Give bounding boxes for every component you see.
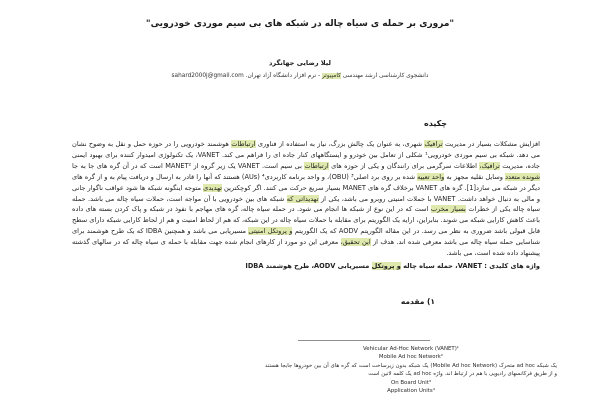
- author-affiliation: دانشجوی کارشناسی ارشد مهندسی کامپیوتر - نرم افزار دانشگاه آزاد تهران. sahard2000j@gmail.com: [171, 73, 429, 79]
- highlight: ترافیک،: [479, 161, 500, 170]
- highlight: این تحقیق،: [340, 238, 371, 247]
- footnote-line: Mobile Ad hoc Network²: [378, 354, 444, 361]
- keywords-line: واژه های کلیدی : VANET، حمله سیاه چاله و پروتکل مسیریابی AODV، طرح هوشمند IDBA: [245, 261, 540, 270]
- footnote-line: Application Units⁴: [387, 388, 435, 395]
- footnote-line: Vehicular Ad-Hoc Network (VANET)¹: [363, 346, 459, 352]
- highlight: ترافیک: [424, 140, 443, 148]
- footnote-line: یک شبکه ad hoc متحرک (Mobile Ad hoc Network) یک شبکه بدون زیرساخت است که گره های آن بین خودروها جابجا هستند و از طریق فرکانسهای رادیویی با هم در ارتباط اند. واژه ad hoc یک کلمه لاتین است: [265, 362, 558, 378]
- highlight: ارتباطات: [231, 140, 256, 148]
- abstract-heading: چکیده: [423, 119, 447, 128]
- highlight: کامپیوتر: [321, 73, 341, 79]
- abstract-text: افزایش مشکلات بسیار در مدیریت ترافیک شهری، به عنوان یک چالش بزرگ، نیاز به استفاده از فناوری ارتباطات هوشمند خودرویی را در حوزه حمل و نقل به وضوح نشان می دهد. شبکه بی سیم موردی خودرویی¹ شکلی از تعامل بین خودرو و ایستگاههای کنار جاده ای را فراهم می کند. VANET، یک تکنولوژی امیدوار کننده برای بهبود ایمنی جاده، مدیریت ترافیک، اطلاعات سرگرمی برای رانندگان و یکی از حوزه های ارتباطات بی سیم است. VANET یک زیر گروه از MANET² است که در آن گره های جا به جا شونده متعدد وسایل نقلیه مجهز به واحد تعبیه شده بر روی برد اصلی³ (OBU)، و واحد برنامه کاربردی⁴ (AUs) هستند که آنها را قادر به ارسال و دریافت پیام به و از گره های دیگر در شبکه می سازد[1]. گره های VANET برخلاف گره های MANET بسیار سریع حرکت می کنند. اگر کوچکترین تهدیدی متوجه اینگونه شبکه ها شود عواقب ناگوار جانی و مالی به دنبال خواهد داشت. VANET با حملات امنیتی روبرو می باشد، یکی از تهدیداتی که شبکه های بین خودرویی با آن مواجه است، حملات سیاه چاله می باشد. حمله سیاه چاله یکی از خطرات بسیار مخرب است که در این نوع از شبکه ها انجام می شود. در حمله سیاه چاله، گره های مهاجم با نفوذ در شبکه و پاک کردن بسته های داده باعث کاهش کارایی شبکه می شوند. بنابراین، ارایه یک الگوریتم برای مقابله با حملات سیاه چاله در این شبکه، که هم از لحاظ امنیت و هم از لحاظ کارایی شبکه دارای سطح قابل قبولی باشد ضروری به نظر می رسد. در این مقاله الگوریتم AODV که یک الگوریتم و پروتکل امنیتی مسیریابی می باشد و همچنین IDBA که یک طرح هوشمند برای شناسایی حمله سیاه چاله می باشد معرفی شده اند. هدف از این تحقیق، معرفی این دو مورد از کارهای انجام شده جهت مقابله با حمله ی سیاه چاله که در سالهای گذشته پیشنهاد داده شده است، می باشد.: [72, 140, 541, 258]
- highlight: بسیار مخرب: [430, 205, 466, 214]
- paper-title: "مروری بر حمله ی سیاه چاله در شبکه های بی سیم موردی خودرویی": [145, 19, 455, 29]
- abstract-block: [72, 139, 540, 272]
- author-name: لیلا رضایی جهانگرد: [269, 59, 331, 67]
- introduction-heading: ۱) مقدمه: [400, 297, 435, 306]
- footnote-separator: [298, 340, 430, 341]
- highlight: و پروتکل: [371, 261, 401, 270]
- highlight: واحد تعبیه: [417, 172, 445, 181]
- highlight: شونده متعدد: [505, 172, 540, 181]
- highlight: ارتباطات: [304, 161, 329, 170]
- highlight: تهدیدی: [203, 183, 222, 192]
- footnote-line: On Board Unit³: [390, 379, 432, 386]
- highlight: و پروتکل امنیتی: [248, 227, 293, 236]
- highlight: تهدیداتی که: [286, 194, 319, 203]
- footnotes-block: [265, 345, 557, 395]
